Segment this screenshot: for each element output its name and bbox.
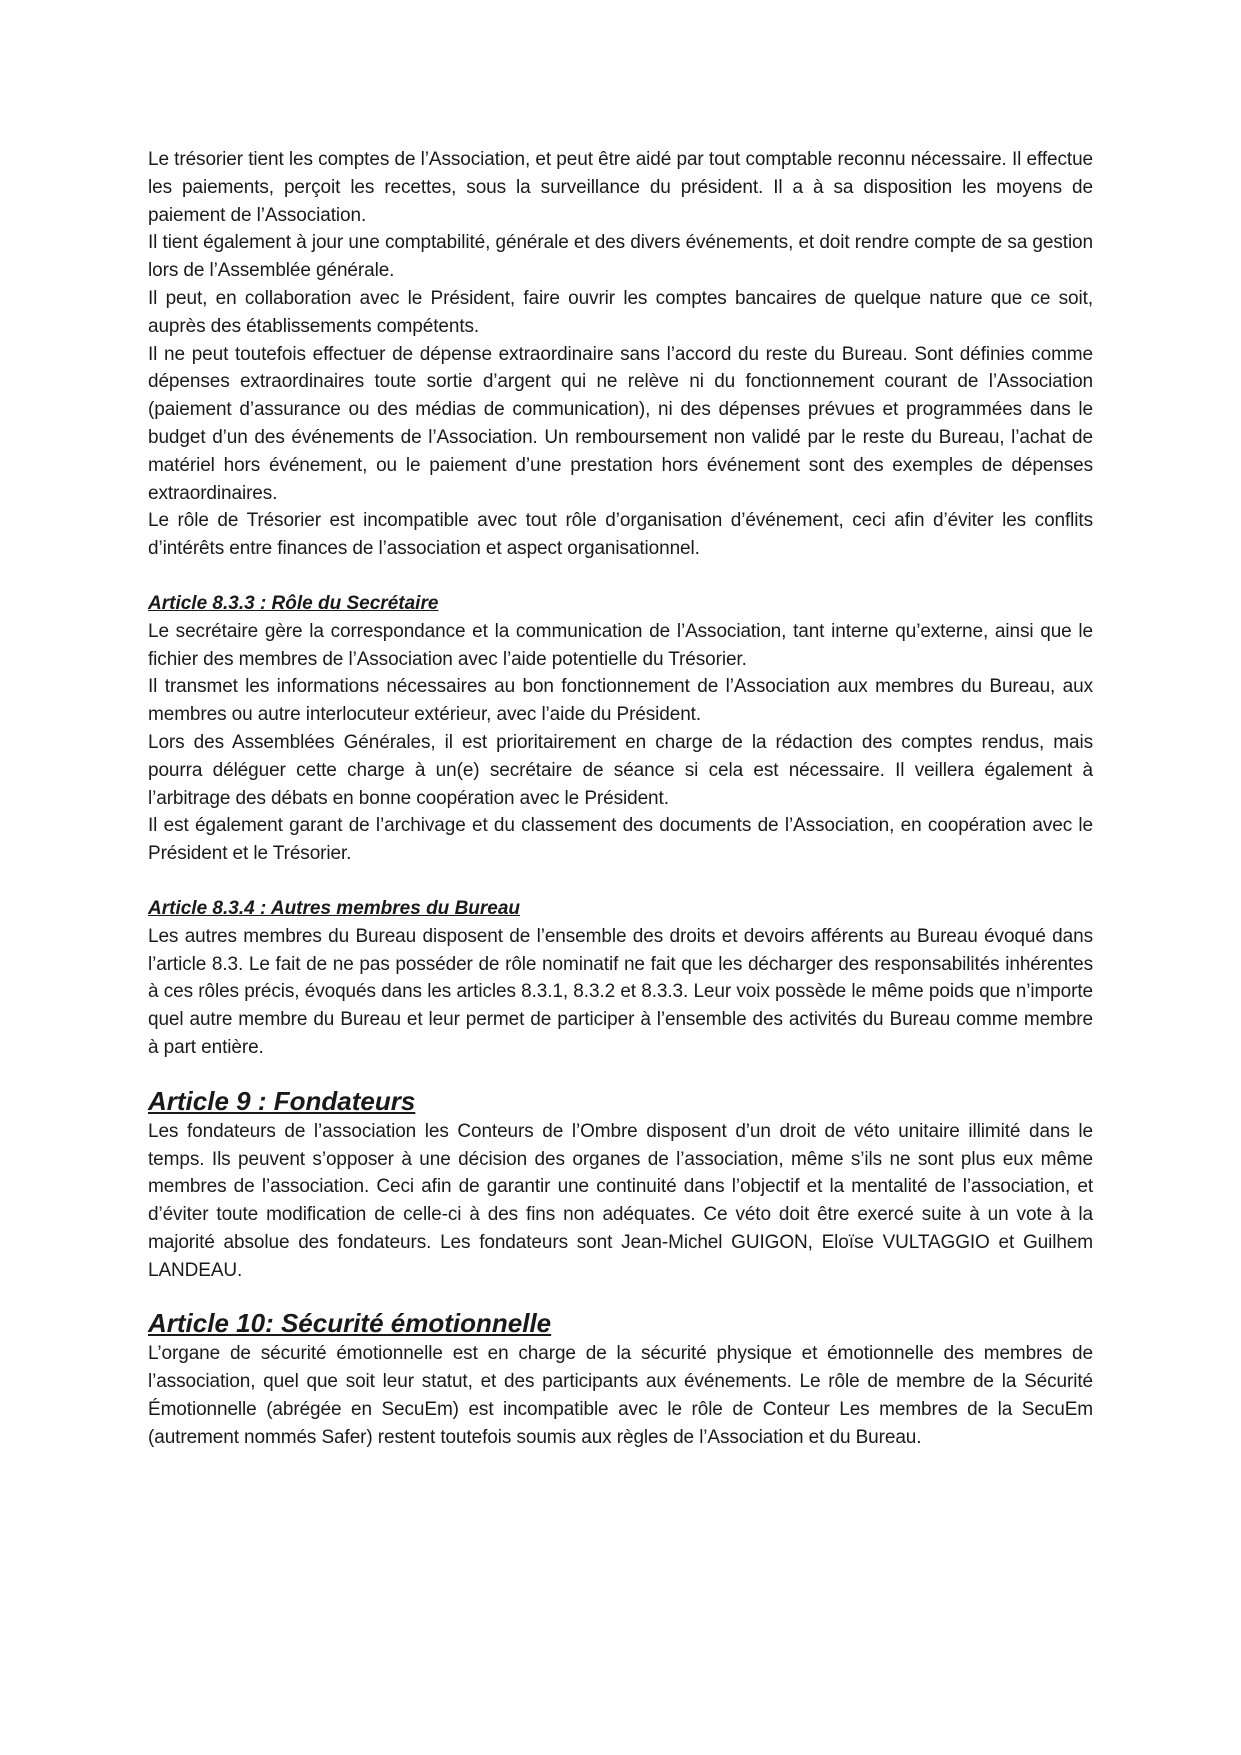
article-heading: Article 10: Sécurité émotionnelle <box>148 1308 552 1339</box>
article-heading: Article 8.3.4 : Autres membres du Bureau <box>148 897 521 919</box>
paragraph: Lors des Assemblées Générales, il est prioritairement en charge de la rédaction des comptes rendus, mais pourra déléguer cette charge à un(e) secrétaire de séance si cela est nécessaire. Il veillera également à l’arbitrage des débats en bonne coopération avec le Président. <box>148 731 1093 809</box>
paragraph: Il tient également à jour une comptabilité, générale et des divers événements, et doit rendre compte de sa gestion lors de l’Assemblée générale. <box>148 232 1093 282</box>
paragraph: Le rôle de Trésorier est incompatible avec tout rôle d’organisation d’événement, ceci afin d’éviter les conflits d’intérêts entre finances de l’association et aspect organisationnel. <box>148 510 1093 560</box>
paragraph: Le trésorier tient les comptes de l’Association, et peut être aidé par tout comptable reconnu nécessaire. Il effectue les paiements, perçoit les recettes, sous la surveillance du président. Il a à sa disposition les moyens de paiement de l’Association. <box>148 149 1093 226</box>
document-page <box>148 146 1093 1452</box>
section-securite-emotionnelle <box>148 1306 1093 1451</box>
paragraph: Les fondateurs de l’association les Conteurs de l’Ombre disposent d’un droit de véto unitaire illimité dans le temps. Ils peuvent s’opposer à une décision des organes de l’association, même s’ils ne sont plus eux même membres de l’association. Ceci afin de garantir une continuité dans l’objectif et la mentalité de l’association, et d’éviter toute modification de celle-ci à des fins non adéquates. Ce véto doit être exercé suite à un vote à la majorité absolue des fondateurs. Les fondateurs sont Jean-Michel GUIGON, Eloïse VULTAGGIO et Guilhem LANDEAU. <box>148 1120 1093 1281</box>
section-tresorier <box>148 146 1093 563</box>
section-autres-membres <box>148 895 1093 1062</box>
paragraph: Les autres membres du Bureau disposent de l’ensemble des droits et devoirs afférents au Bureau évoqué dans l’article 8.3. Le fait de ne pas posséder de rôle nominatif ne fait que les décharger des responsabilités inhérentes à ces rôles précis, évoqués dans les articles 8.3.1, 8.3.2 et 8.3.3. Leur voix possède le même poids que n’importe quel autre membre du Bureau et leur permet de participer à l’ensemble des activités du Bureau comme membre à part entière. <box>148 925 1093 1058</box>
paragraph: L’organe de sécurité émotionnelle est en charge de la sécurité physique et émotionnelle des membres de l’association, quel que soit leur statut, et des participants aux événements. Le rôle de membre de la Sécurité Émotionnelle (abrégée en SecuEm) est incompatible avec le rôle de Conteur Les membres de la SecuEm (autrement nommés Safer) restent toutefois soumis aux règles de l’Association et du Bureau. <box>148 1343 1093 1448</box>
paragraph: Il est également garant de l’archivage et du classement des documents de l’Association, en coopération avec le Président et le Trésorier. <box>148 815 1093 865</box>
article-heading: Article 8.3.3 : Rôle du Secrétaire <box>148 592 439 614</box>
paragraph: Le secrétaire gère la correspondance et la communication de l’Association, tant interne qu’externe, ainsi que le fichier des membres de l’Association avec l’aide potentielle du Trésorier. <box>148 620 1093 670</box>
paragraph: Il ne peut toutefois effectuer de dépense extraordinaire sans l’accord du reste du Bureau. Sont définies comme dépenses extraordinaires toute sortie d’argent qui ne relève ni du fonctionnement courant de l’Association (paiement d’assurance ou des médias de communication), ni des dépenses prévues et programmées dans le budget d’un des événements de l’Association. Un remboursement non validé par le reste du Bureau, l’achat de matériel hors événement, ou le paiement d’une prestation hors événement sont des exemples de dépenses extraordinaires. <box>148 343 1093 504</box>
paragraph: Il peut, en collaboration avec le Président, faire ouvrir les comptes bancaires de quelque nature que ce soit, auprès des établissements compétents. <box>148 287 1093 337</box>
section-fondateurs <box>148 1084 1093 1285</box>
paragraph: Il transmet les informations nécessaires au bon fonctionnement de l’Association aux membres du Bureau, aux membres ou autre interlocuteur extérieur, avec l’aide du Président. <box>148 676 1093 726</box>
section-secretaire <box>148 590 1093 868</box>
article-heading: Article 9 : Fondateurs <box>148 1085 416 1116</box>
